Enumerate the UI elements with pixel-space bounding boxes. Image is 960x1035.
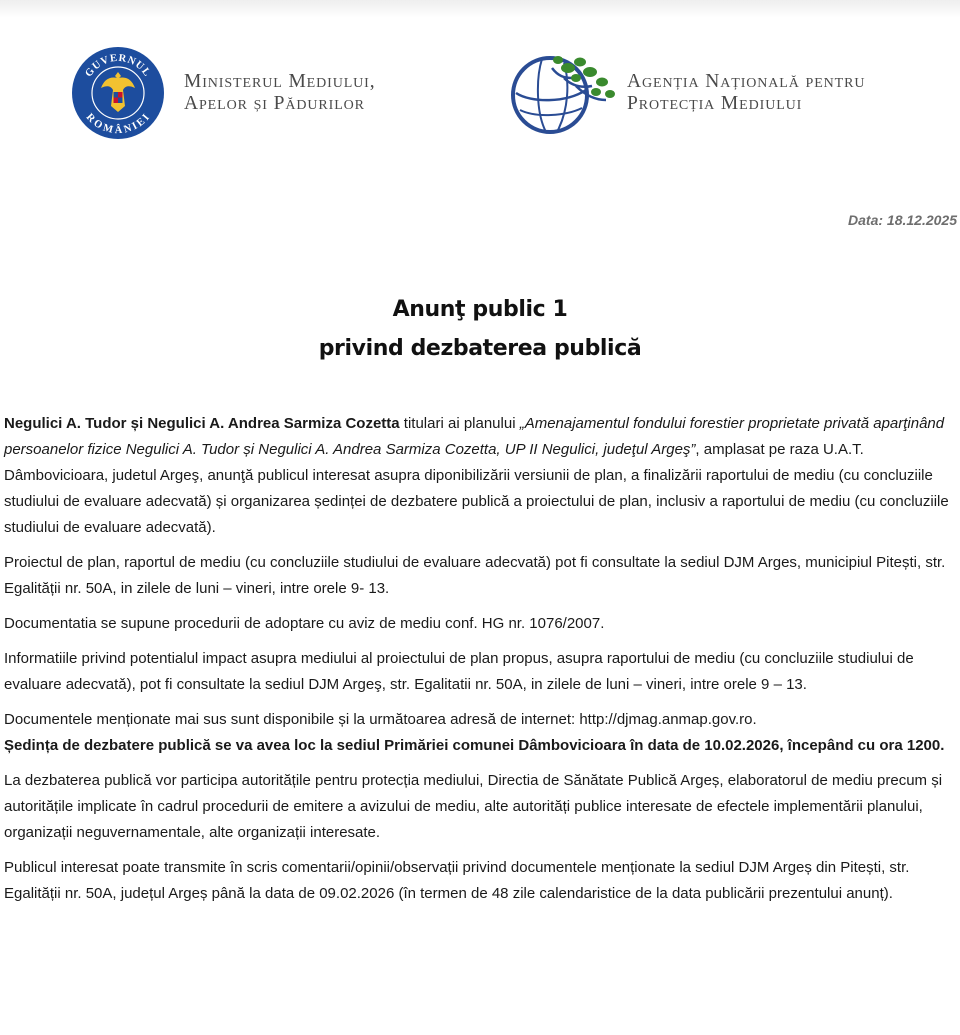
ministry-line-2: Apelor și Pădurilor [184,93,365,114]
ministry-line-1: Ministerul Mediului, [184,71,376,92]
p1-text-b: , amplasat pe raza U.A.T. Dâmbovicioara, judetul Argeş, anunţă publicul interesat asupra diponibilizării versiunii de plan, a finalizării raportului de mediu (cu concluziile studiului de evaluare adecvată) și organizarea ședinței de dezbatere publică a proiectului de plan, inclusiv a raportului de mediu (cu concluziile studiului de evaluare adecvată). [4,441,949,536]
paragraph-4: Informatiile privind potentialul impact asupra mediului al proiectului de plan propus, asupra raportului de mediu (cu concluziile studiului de evaluare adecvatǎ), pot fi consultate la sediul DJM Argeş, str. Egalitatii nr. 50A, in zilele de luni – vineri, intre orele 9 – 13. [4,650,914,693]
paragraph-1 [4,411,960,541]
top-gradient-bar [0,0,960,18]
paragraph-3: Documentatia se supune procedurii de adoptare cu aviz de mediu conf. HG nr. 1076/2007. [4,615,605,632]
p1-text-a: titulari ai planului [399,415,520,432]
meeting-announcement: Ședința de dezbatere publică se va avea loc la sediul Primăriei comunei Dâmbovicioara în data de 10.02.2026, începând cu ora 1200. [4,737,945,754]
svg-text:GUVERNUL: GUVERNUL [83,52,153,80]
paragraph-6 [4,733,960,759]
document-title [0,290,960,368]
paragraph-5: Documentele menționate mai sus sunt disponibile și la următoarea adresă de internet: http://djmag.anmap.gov.ro. [4,711,757,728]
agency-line-2: Protecția Mediului [627,93,803,114]
agency-globe-tree-logo [506,48,620,140]
ministry-name [184,71,376,115]
title-line-2: privind dezbaterea publică [318,336,642,361]
agency-line-1: Agenția Națională pentru [627,71,866,92]
plan-name: „Amenajamentul fondului forestier proprietate privată aparţinând persoanelor fizice Negulici A. Tudor și Negulici A. Andrea Sarmiza Cozetta, UP II Negulici, judeţul Argeş” [4,415,945,458]
government-seal-logo [71,46,165,140]
paragraph-2: Proiectul de plan, raportul de mediu (cu concluziile studiului de evaluare adecvată) pot fi consultate la sediul DJM Arges, municipiul Pitești, str. Egalității nr. 50A, in zilele de luni – vineri, intre orele 9- 13. [4,554,946,597]
agency-name [627,71,865,115]
title-line-1: Anunţ public 1 [392,297,568,322]
paragraph-7: La dezbaterea publică vor participa autoritățile pentru protecția mediului, Directia de Sănătate Publică Argeș, elaboratorul de mediu precum și autoritățile implicate în cadrul procedurii de emitere a avizului de mediu, alte autorități publice interesate de efectele implementării planului, organizații neguvernamentale, alte organizații interesate. [4,772,943,841]
paragraph-8: Publicul interesat poate transmite în scris comentarii/opinii/observații privind documentele menționate la sediul DJM Argeș din Pitești, str. Egalității nr. 50A, județul Argeș până la data de 09.02.2026 (în termen de 48 zile calendaristice de la data publicării prezentului anunț). [4,859,910,902]
document-body [4,411,960,916]
svg-text:ROMÂNIEI: ROMÂNIEI [83,111,153,137]
document-date: Data: 18.12.2025 [848,212,957,228]
titular-names: Negulici A. Tudor și Negulici A. Andrea Sarmiza Cozetta [4,415,400,432]
